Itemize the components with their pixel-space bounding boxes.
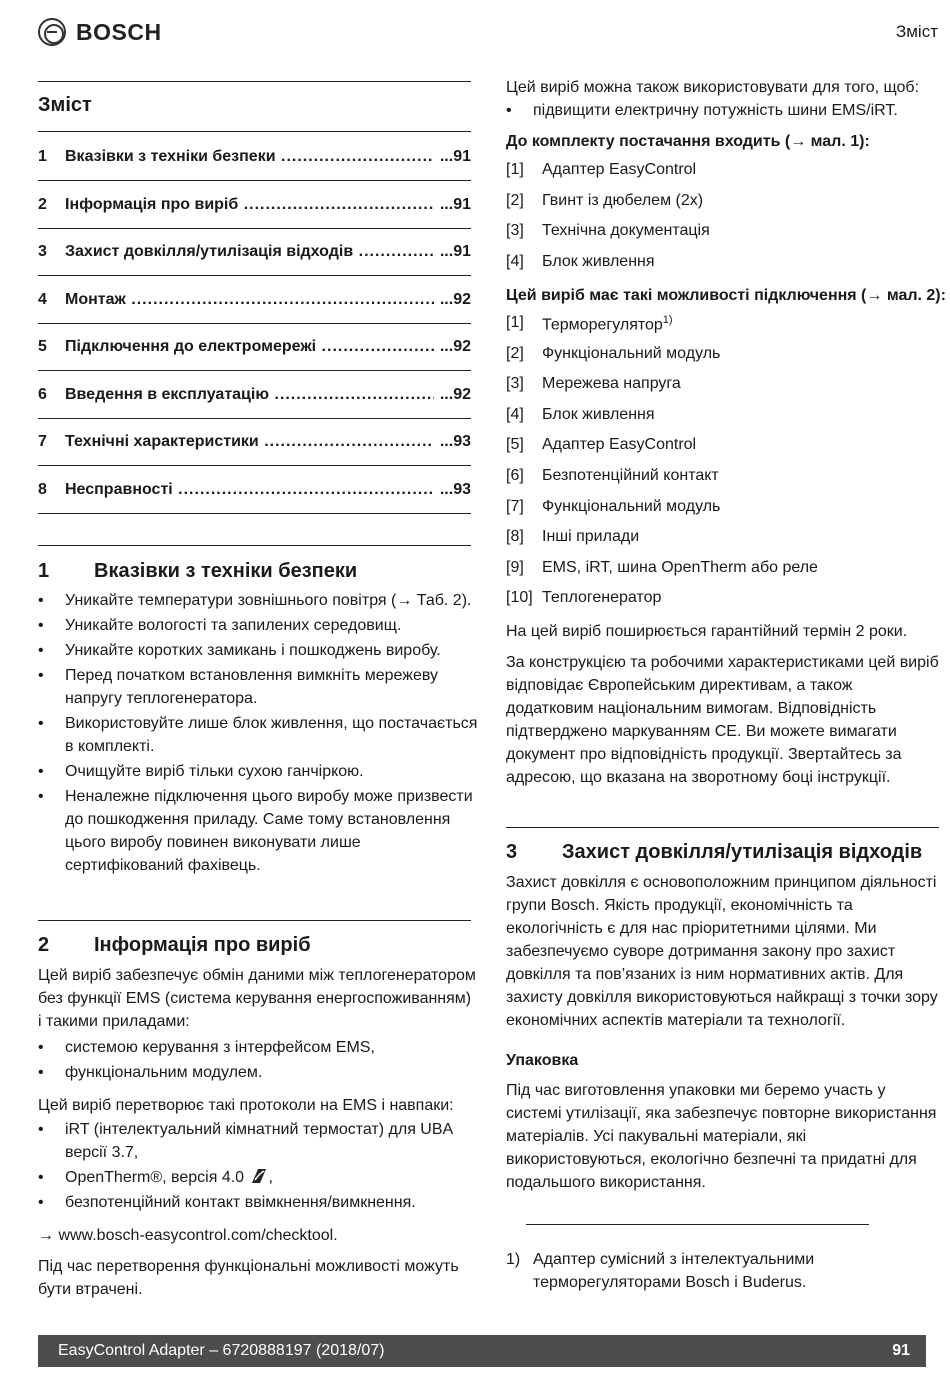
item-text: Безпотенційний контакт <box>542 466 719 484</box>
page-footer <box>38 1335 926 1367</box>
toc-number: 2 <box>38 195 47 213</box>
toc-entry-8[interactable] <box>38 467 471 514</box>
numbered-item <box>506 314 940 345</box>
list-item: • Очищуйте виріб тільки сухою ганчіркою. <box>38 760 478 783</box>
item-text: Функціональний модуль <box>542 344 721 362</box>
numbered-item <box>506 528 940 559</box>
list-item: • Перед початком встановлення вимкніть мережеву напругу теплогенератора. <box>38 664 478 710</box>
toc-label: Вказівки з техніки безпеки ..... <box>65 148 434 166</box>
product-intro: Цей виріб забезпечує обмін даними між теплогенератором без функції EMS (система керування енергоспоживанням) і такими приладами: <box>38 967 476 1030</box>
toc-entry-2[interactable] <box>38 182 471 229</box>
delivery-list <box>506 161 940 283</box>
item-key: [1] <box>506 161 524 178</box>
item-text: Функціональний модуль <box>542 497 721 515</box>
safety-list <box>38 589 478 879</box>
list-item: • Використовуйте лише блок живлення, що постачається в комплекті. <box>38 712 478 758</box>
toc-number: 1 <box>38 148 47 165</box>
ce-text: За конструкцією та робочими характеристиками цей виріб відповідає Європейським директивам, а також додатковим національним вимогам. Відповідність підтверджено маркуванням CE. Ви можете вимагати документ про відповідність продукції. Звертайтесь за адресою, що вказана на зворотному боці інструкції. <box>506 654 939 786</box>
toc-page: ...92 <box>439 338 471 355</box>
numbered-item <box>506 253 940 284</box>
item-text: Терморегулятор$^{1)}$ <box>542 314 673 334</box>
list-item <box>38 1166 478 1189</box>
item-key: [5] <box>506 436 524 454</box>
item-key: [4] <box>506 405 524 423</box>
toc-label: Інформація про виріб ..... <box>65 196 434 214</box>
numbered-item <box>506 436 940 467</box>
protocol-text: OpenTherm®, версія 4.0 <box>65 1169 245 1186</box>
toc-entry-4[interactable] <box>38 277 471 324</box>
divider <box>38 920 471 921</box>
environment-text: Захист довкілля є основоположним принципом діяльності групи Bosch. Якість продукції, економічність та екологічність є для нас пріоритетними цілями. Ми забезпечуємо суворе дотримання закону про захист довкілля та пов’язаних із ним нормативних актів. Для захисту довкілля використовуються найкращі з точки зору економічних аспектів матеріали та технології. <box>506 874 938 1029</box>
page-number: 91 <box>892 1342 910 1359</box>
item-key: [1] <box>506 314 524 331</box>
numbered-item <box>506 161 940 192</box>
toc-number: 8 <box>38 480 47 498</box>
brand-name: BOSCH <box>76 18 162 45</box>
numbered-item <box>506 345 940 376</box>
toc-page: ...93 <box>439 433 471 450</box>
toc-label: Захист довкілля/утилізація відходів ..... <box>65 243 434 261</box>
item-key: [2] <box>506 344 524 362</box>
toc-label: Введення в експлуатацію ..... <box>65 386 434 404</box>
item-text: Адаптер EasyControl <box>542 436 697 454</box>
toc-title: Зміст <box>38 94 92 116</box>
item-text: Інші прилади <box>542 528 640 546</box>
footnote-mark: 1) <box>506 1251 521 1268</box>
toc-entry-3[interactable] <box>38 229 471 276</box>
numbered-item <box>506 192 940 223</box>
toc-entry-1[interactable] <box>38 134 471 181</box>
item-text: Мережева напруга <box>542 375 681 393</box>
warranty-text: На цей виріб поширюється гарантійний термін 2 роки. <box>506 623 908 640</box>
item-key: [3] <box>506 375 524 393</box>
numbered-item <box>506 559 940 590</box>
list-item: • Неналежне підключення цього виробу може призвести до пошкодження приладу. Саме тому встановлення цього виробу повинен виконувати лише сертифікований фахівець. <box>38 785 478 877</box>
toc-number: 4 <box>38 290 47 308</box>
list-item: • безпотенційний контакт ввімкнення/вимкнення. <box>38 1191 478 1214</box>
divider <box>38 131 471 132</box>
section-2-heading <box>38 934 311 957</box>
section-1-heading <box>38 560 357 583</box>
footer-doc-id: EasyControl Adapter – 6720888197 (2018/07) <box>58 1342 385 1359</box>
packaging-text: Під час виготовлення упаковки ми беремо участь у системі утилізації, яка забезпечує повторне використання матеріалів. Усі пакувальні матеріали, які використовуються, екологічно безпечні та придатні для подальшого використання. <box>506 1082 937 1191</box>
item-key: [8] <box>506 528 524 546</box>
footnote-text: Адаптер сумісний з інтелектуальними терморегуляторами Bosch і Buderus. <box>533 1251 815 1291</box>
connections-title: Цей виріб має такі можливості підключення (→ мал. 2): <box>506 287 946 304</box>
protocol-list <box>38 1118 478 1216</box>
list-item: • Уникайте коротких замикань і пошкоджень виробу. <box>38 639 478 662</box>
list-item: • Уникайте температури зовнішнього повітря (→ Таб. 2). <box>38 589 478 612</box>
connections-list <box>506 314 940 620</box>
toc-page: ...91 <box>439 243 471 260</box>
toc-label: Підключення до електромережі ..... <box>65 338 434 356</box>
divider <box>506 827 939 828</box>
item-key: [2] <box>506 191 524 209</box>
protocol-suffix: , <box>268 1169 273 1186</box>
toc-number: 3 <box>38 243 47 260</box>
item-key: [7] <box>506 497 524 515</box>
item-key: [9] <box>506 558 524 576</box>
packaging-title: Упаковка <box>506 1052 579 1069</box>
item-text: Технічна документація <box>542 222 710 240</box>
section-title: Захист довкілля/утилізація відходів <box>562 841 923 863</box>
divider <box>38 81 471 82</box>
list-item: • iRT (інтелектуальний кімнатний термостат) для UBA версії 3.7, <box>38 1118 478 1164</box>
toc-page: ...92 <box>439 385 471 403</box>
toc-label: Монтаж ..... <box>65 291 434 309</box>
numbered-item <box>506 375 940 406</box>
also-use-intro: Цей виріб можна також використовувати для того, щоб: <box>506 79 920 96</box>
numbered-item <box>506 589 940 620</box>
list-item: • підвищити електричну потужність шини EMS/iRT. <box>506 99 940 122</box>
list-item: • функціональним модулем. <box>38 1061 478 1084</box>
opentherm-logo-icon <box>249 1166 269 1186</box>
toc-page: ...91 <box>439 195 471 213</box>
delivery-title: До комплекту постачання входить (→ мал. 1): <box>506 133 870 150</box>
divider <box>38 545 471 546</box>
toc-page: ...92 <box>439 290 471 308</box>
section-number: 2 <box>38 934 50 956</box>
section-3-heading <box>506 841 922 864</box>
footnote-divider <box>526 1224 869 1225</box>
toc-entry-5[interactable] <box>38 324 471 371</box>
device-list <box>38 1036 478 1086</box>
section-title: Вказівки з техніки безпеки <box>94 560 358 582</box>
numbered-item <box>506 406 940 437</box>
item-key: [6] <box>506 466 524 484</box>
item-text: Блок живлення <box>542 405 655 423</box>
item-text: Блок живлення <box>542 252 655 270</box>
item-key: [3] <box>506 222 524 240</box>
footnote <box>506 1248 940 1294</box>
running-header: Зміст <box>895 22 938 41</box>
numbered-item <box>506 467 940 498</box>
section-number: 1 <box>38 560 50 582</box>
toc-number: 5 <box>38 338 47 355</box>
bosch-armature-icon <box>38 18 66 46</box>
item-text: Теплогенератор <box>542 589 662 607</box>
numbered-item <box>506 222 940 253</box>
list-item: • системою керування з інтерфейсом EMS, <box>38 1036 478 1059</box>
item-text: EMS, iRT, шина OpenTherm або реле <box>542 558 818 576</box>
toc-number: 6 <box>38 385 47 403</box>
numbered-item <box>506 498 940 529</box>
toc-label: Несправності ..... <box>65 481 434 499</box>
list-item: • Уникайте вологості та запилених середовищ. <box>38 614 478 637</box>
toc-page: ...93 <box>439 480 471 498</box>
bosch-logo <box>38 18 162 46</box>
section-number: 3 <box>506 841 518 863</box>
footnote-ref: 1) <box>662 314 673 326</box>
toc-entry-6[interactable] <box>38 372 471 419</box>
section-title: Інформація про виріб <box>94 934 311 956</box>
checktool-link[interactable]: → www.bosch-easycontrol.com/checktool. <box>38 1227 338 1244</box>
item-key: [4] <box>506 252 524 270</box>
item-text: Адаптер EasyControl <box>542 161 697 178</box>
conversion-note: Під час перетворення функціональні можливості можуть бути втрачені. <box>38 1258 459 1298</box>
item-text: Гвинт із дюбелем (2x) <box>542 191 704 209</box>
toc-number: 7 <box>38 433 47 450</box>
toc-entry-7[interactable] <box>38 419 471 466</box>
item-key: [10] <box>506 589 533 607</box>
also-use-list <box>506 99 940 124</box>
toc-page: ...91 <box>439 148 471 165</box>
toc-label: Технічні характеристики ..... <box>65 433 434 451</box>
protocols-intro: Цей виріб перетворює такі протоколи на EMS і навпаки: <box>38 1097 454 1114</box>
